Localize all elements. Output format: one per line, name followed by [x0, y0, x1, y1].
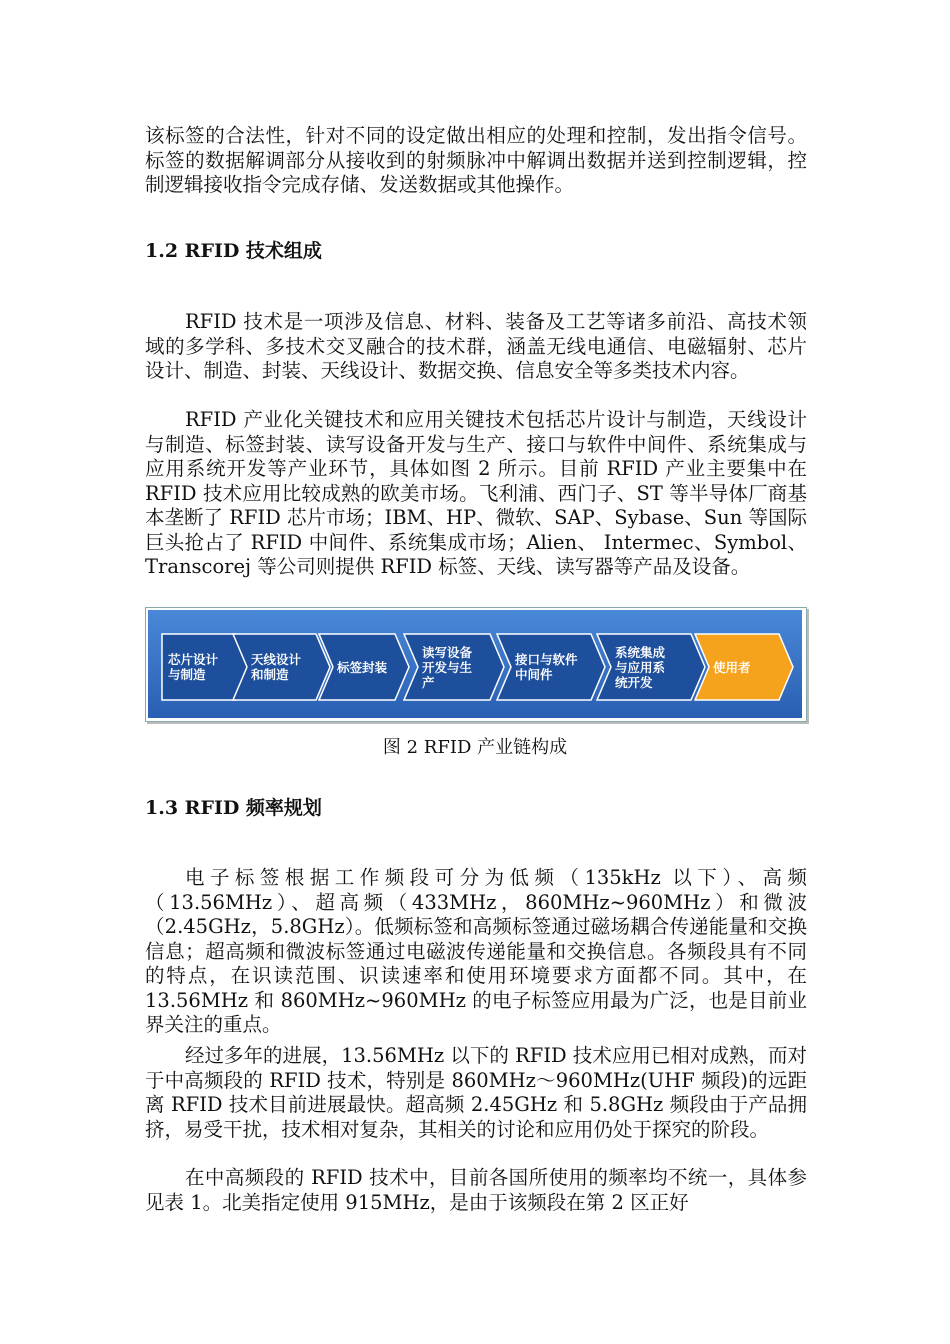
stage-reader-dev-label: 读写设备 开发与生 产: [422, 644, 473, 690]
paragraph-frequency-standards: 在中高频段的 RFID 技术中，目前各国所使用的频率均不统一，具体参见表 1。北美指定使用 915MHz，是由于该频段在第 2 区正好: [145, 1166, 807, 1214]
stage-user-label: 使用者: [713, 659, 751, 675]
section-heading-1-2: 1.2 RFID 技术组成: [145, 240, 322, 262]
stage-antenna-design-label: 天线设计 和制造: [251, 652, 302, 682]
paragraph-rfid-tech: RFID 技术是一项涉及信息、材料、装备及工艺等诸多前沿、高技术领域的多学科、多技术交叉融合的技术群，涵盖无线电通信、电磁辐射、芯片设计、制造、封装、天线设计、数据交换、信息安全等多类技术内容。: [145, 310, 807, 382]
chain-arrows: [146, 608, 806, 721]
paragraph-frequency-progress: 经过多年的进展，13.56MHz 以下的 RFID 技术应用已相对成熟，而对于中高频段的 RFID 技术，特别是 860MHz～960MHz(UHF 频段)的远距离 RFID 技术目前进展最快。超高频 2.45GHz 和 5.8GHz 频段由于产品拥挤，易受干扰，技术相对复杂，其相关的讨论和应用仍处于探究的阶段。: [145, 1044, 807, 1141]
section-heading-1-3: 1.3 RFID 频率规划: [145, 797, 322, 819]
paragraph-rfid-industry: RFID 产业化关键技术和应用关键技术包括芯片设计与制造，天线设计与制造、标签封装、读写设备开发与生产、接口与软件中间件、系统集成与应用系统开发等产业环节，具体如图 2 所示。目前 RFID 产业主要集中在 RFID 技术应用比较成熟的欧美市场。飞利浦、西门子、ST 等半导体厂商基本垄断了 RFID 芯片市场；IBM、HP、微软、SAP、Sybase、Sun 等国际巨头抢占了 RFID 中间件、系统集成市场；Alien、 Intermec、Symbol、Transcorej 等公司则提供 RFID 标签、天线、读写器等产品及设备。: [145, 408, 807, 578]
figure-caption: 图 2 RFID 产业链构成: [382, 737, 568, 758]
stage-interface-middleware-label: 接口与软件 中间件: [515, 652, 578, 682]
paragraph-frequency-bands: 电子标签根据工作频段可分为低频（135kHz 以下）、高频（13.56MHz）、超高频（433MHz，860MHz~960MHz）和微波（2.45GHz，5.8GHz）。低频标签和高频标签通过磁场耦合传递能量和交换信息；超高频和微波标签通过电磁波传递能量和交换信息。各频段具有不同的特点，在识读范围、识读速率和使用环境要求方面都不同。其中，在 13.56MHz 和 860MHz~960MHz 的电子标签应用最为广泛，也是目前业界关注的重点。: [145, 866, 807, 1036]
stage-system-integration-label: 系统集成 与应用系 统开发: [615, 644, 666, 690]
industry-chain-figure: [145, 607, 807, 722]
stage-chip-design-label: 芯片设计 与制造: [168, 652, 219, 682]
stage-tag-packaging-label: 标签封装: [337, 659, 388, 675]
paragraph-top: 该标签的合法性，针对不同的设定做出相应的处理和控制，发出指令信号。标签的数据解调部分从接收到的射频脉冲中解调出数据并送到控制逻辑，控制逻辑接收指令完成存储、发送数据或其他操作。: [145, 124, 807, 196]
